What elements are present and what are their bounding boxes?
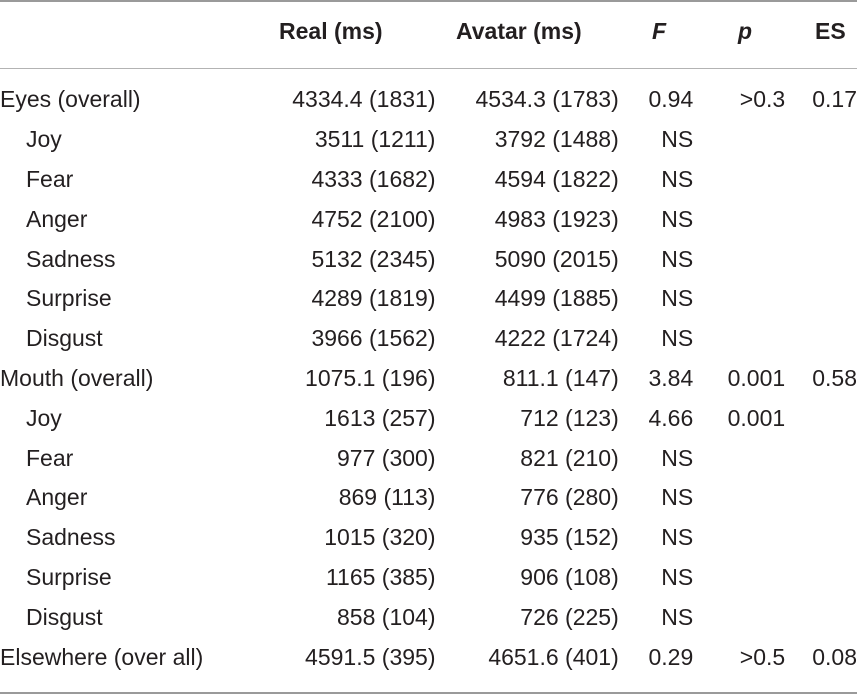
table-row (0, 637, 857, 677)
row-label: Disgust (26, 325, 103, 352)
table-header (0, 0, 857, 68)
real-value: 5132 (2345) (311, 245, 436, 272)
table-bottom-rule (0, 692, 857, 694)
f-value: NS (661, 285, 694, 312)
table-row (0, 199, 857, 239)
p-value (693, 558, 785, 598)
p-value (693, 279, 785, 319)
p-value (693, 120, 785, 160)
table-row (0, 398, 857, 438)
row-label: Sadness (26, 524, 116, 551)
row-label: Eyes (overall) (0, 86, 141, 113)
table-row (0, 120, 857, 160)
row-label: Joy (26, 126, 62, 153)
results-table (0, 80, 857, 677)
header-real: Real (ms) (279, 18, 383, 44)
es-value (785, 518, 857, 558)
header-rule (0, 68, 857, 69)
es-value: 0.08 (812, 643, 857, 670)
p-value (693, 438, 785, 478)
avatar-value: 4983 (1923) (494, 205, 619, 232)
real-value: 4752 (2100) (311, 205, 436, 232)
f-value: NS (661, 484, 694, 511)
avatar-value: 5090 (2015) (494, 245, 619, 272)
p-value: >0.5 (739, 643, 786, 670)
f-value: NS (661, 205, 694, 232)
real-value: 1075.1 (196) (305, 364, 436, 391)
avatar-value: 4651.6 (401) (488, 643, 619, 670)
es-value (785, 199, 857, 239)
p-value (693, 597, 785, 637)
es-value (785, 558, 857, 598)
header-es: ES (815, 18, 846, 44)
avatar-value: 935 (152) (520, 524, 619, 551)
real-value: 1165 (385) (325, 563, 436, 590)
avatar-value: 712 (123) (520, 404, 619, 431)
f-value: NS (661, 603, 694, 630)
table-row (0, 478, 857, 518)
table-row (0, 80, 857, 120)
p-value (693, 319, 785, 359)
es-value (785, 438, 857, 478)
avatar-value: 4499 (1885) (494, 285, 619, 312)
f-value: 4.66 (648, 404, 694, 431)
table-row (0, 597, 857, 637)
real-value: 3966 (1562) (311, 325, 436, 352)
real-value: 4289 (1819) (311, 285, 436, 312)
es-value: 0.17 (812, 86, 857, 113)
real-value: 4333 (1682) (311, 165, 436, 192)
table-row (0, 319, 857, 359)
real-value: 977 (300) (337, 444, 436, 471)
es-value (785, 239, 857, 279)
table-row (0, 279, 857, 319)
avatar-value: 811.1 (147) (502, 364, 619, 391)
p-value: 0.001 (727, 364, 786, 391)
table-row (0, 518, 857, 558)
f-value: 0.94 (648, 86, 694, 113)
row-label: Fear (26, 444, 74, 471)
real-value: 4591.5 (395) (305, 643, 436, 670)
table-row (0, 160, 857, 200)
header-avatar: Avatar (ms) (456, 18, 582, 44)
es-value (785, 597, 857, 637)
f-value: NS (661, 444, 694, 471)
table-row (0, 558, 857, 598)
row-label: Surprise (26, 563, 112, 590)
p-value: 0.001 (727, 404, 786, 431)
real-value: 1015 (320) (324, 524, 436, 551)
es-value: 0.58 (812, 364, 857, 391)
es-value (785, 319, 857, 359)
f-value: 3.84 (648, 364, 694, 391)
es-value (785, 398, 857, 438)
real-value: 1613 (257) (324, 404, 436, 431)
row-label: Sadness (26, 245, 116, 272)
p-value (693, 239, 785, 279)
table-row (0, 438, 857, 478)
row-label: Elsewhere (over all) (0, 643, 204, 670)
row-label: Mouth (overall) (0, 364, 154, 391)
real-value: 3511 (1211) (314, 126, 436, 153)
f-value: 0.29 (648, 643, 694, 670)
row-label: Fear (26, 165, 74, 192)
es-value (785, 160, 857, 200)
table-row (0, 359, 857, 399)
row-label: Anger (26, 484, 88, 511)
table-row (0, 239, 857, 279)
avatar-value: 821 (210) (520, 444, 619, 471)
row-label: Joy (26, 404, 62, 431)
header-p: p (738, 18, 753, 44)
avatar-value: 4534.3 (1783) (475, 86, 619, 113)
real-value: 858 (104) (337, 603, 436, 630)
header-f: F (652, 18, 667, 44)
f-value: NS (661, 524, 694, 551)
f-value: NS (661, 245, 694, 272)
es-value (785, 478, 857, 518)
real-value: 869 (113) (338, 484, 436, 511)
row-label: Disgust (26, 603, 103, 630)
es-value (785, 279, 857, 319)
row-label: Anger (26, 205, 88, 232)
avatar-value: 4222 (1724) (494, 325, 619, 352)
avatar-value: 3792 (1488) (494, 126, 619, 153)
avatar-value: 776 (280) (520, 484, 619, 511)
f-value: NS (661, 165, 694, 192)
p-value (693, 518, 785, 558)
f-value: NS (661, 563, 694, 590)
f-value: NS (661, 126, 694, 153)
p-value (693, 160, 785, 200)
f-value: NS (661, 325, 694, 352)
es-value (785, 120, 857, 160)
row-label: Surprise (26, 285, 112, 312)
real-value: 4334.4 (1831) (292, 86, 436, 113)
p-value (693, 478, 785, 518)
table-body (0, 80, 857, 677)
avatar-value: 906 (108) (520, 563, 619, 590)
p-value (693, 199, 785, 239)
avatar-value: 4594 (1822) (494, 165, 619, 192)
avatar-value: 726 (225) (520, 603, 619, 630)
p-value: >0.3 (739, 86, 786, 113)
